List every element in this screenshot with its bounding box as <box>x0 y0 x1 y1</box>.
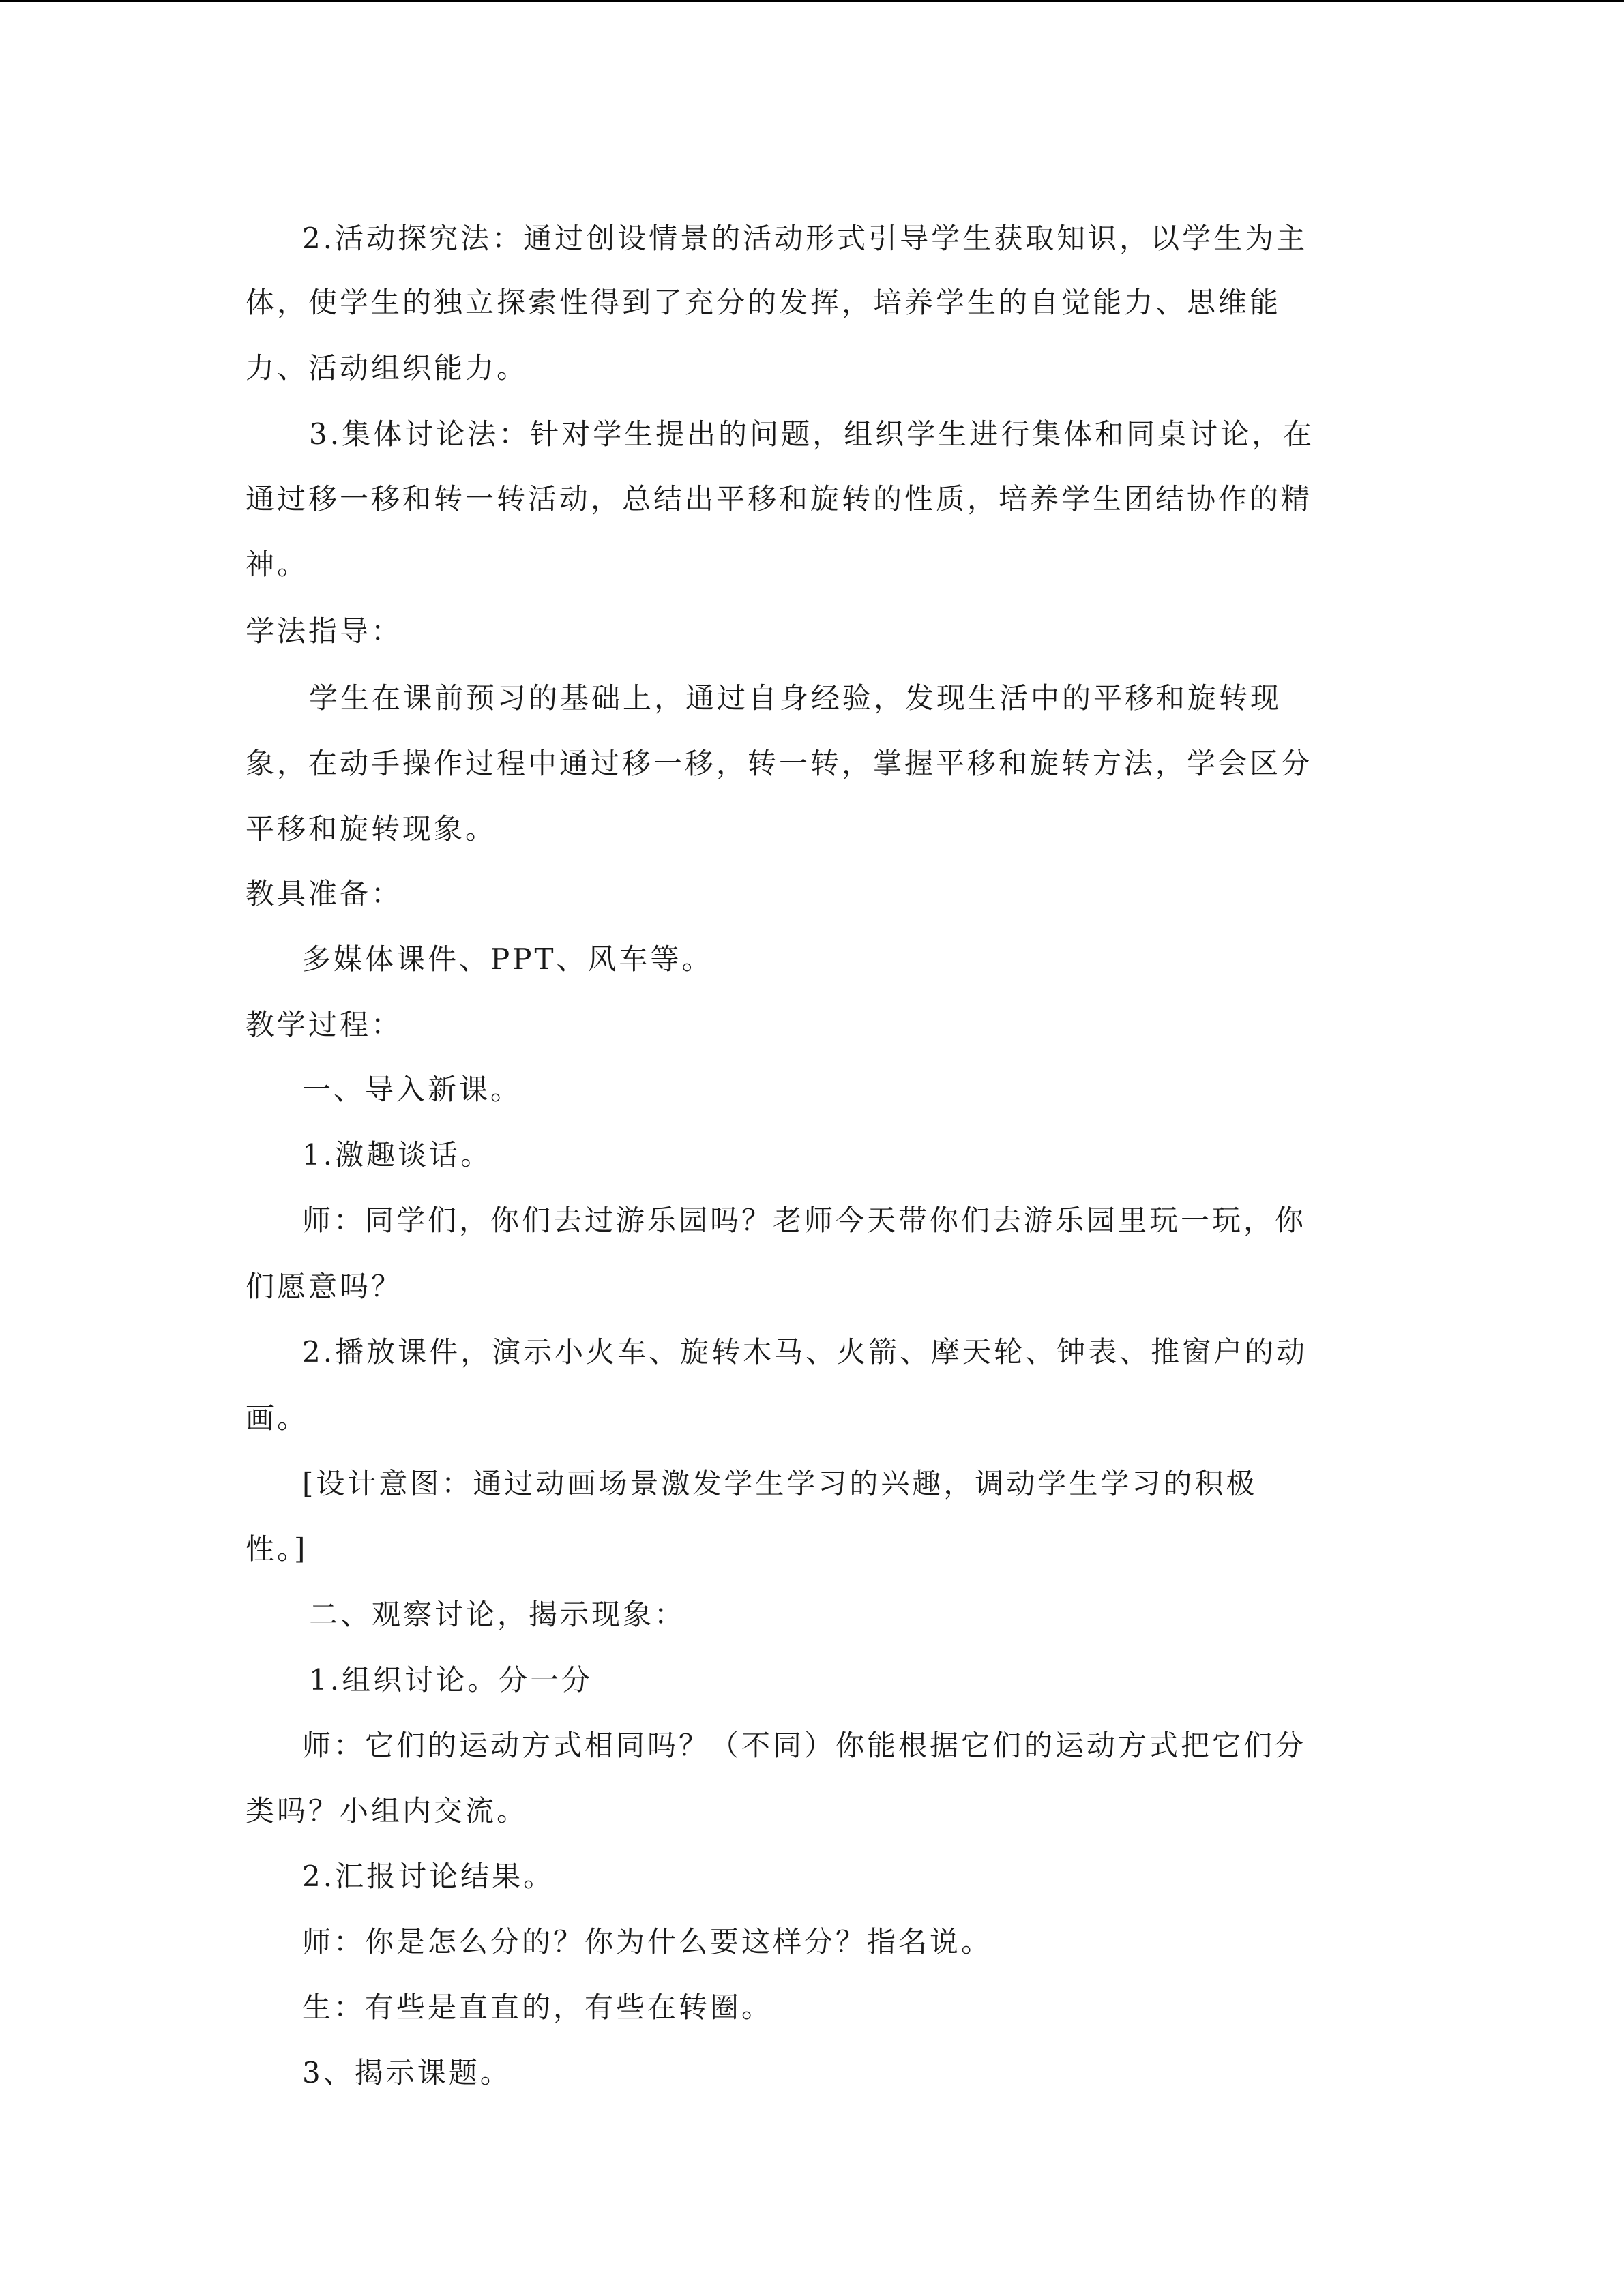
paragraph-method-activity: 2.活动探究法：通过创设情景的活动形式引导学生获取知识，以学生为主 <box>302 222 1308 255</box>
design-intent-note: [设计意图：通过动画场景激发学生学习的兴趣，调动学生学习的积极 <box>302 1467 1258 1500</box>
step-play-courseware: 2.播放课件，演示小火车、旋转木马、火箭、摩天轮、钟表、推窗户的动 <box>302 1335 1308 1369</box>
paragraph-method-discussion-cont: 神。 <box>246 548 309 581</box>
section-observe-discuss: 二、观察讨论，揭示现象： <box>309 1598 686 1631</box>
paragraph-teaching-aids: 多媒体课件、PPT、风车等。 <box>302 942 713 976</box>
paragraph-teacher-talk: 师：同学们，你们去过游乐园吗？老师今天带你们去游乐园里玩一玩，你 <box>302 1204 1307 1237</box>
paragraph-method-discussion: 3.集体讨论法：针对学生提出的问题，组织学生进行集体和同桌讨论，在 <box>309 417 1315 451</box>
paragraph-method-discussion-cont: 通过移一移和转一转活动，总结出平移和旋转的性质，培养学生团结协作的精 <box>246 482 1313 516</box>
heading-study-guidance: 学法指导： <box>246 614 403 648</box>
section-introduction: 一、导入新课。 <box>302 1073 522 1106</box>
paragraph-method-activity-cont: 体，使学生的独立探索性得到了充分的发挥，培养学生的自觉能力、思维能 <box>246 286 1282 319</box>
paragraph-method-activity-cont: 力、活动组织能力。 <box>246 351 529 385</box>
heading-teaching-process: 教学过程： <box>246 1008 403 1041</box>
design-intent-note-cont: 性。] <box>246 1532 308 1566</box>
paragraph-teacher-question: 师：它们的运动方式相同吗？（不同）你能根据它们的运动方式把它们分 <box>302 1729 1307 1762</box>
step-report-results: 2.汇报讨论结果。 <box>302 1860 555 1893</box>
paragraph-teacher-question-cont: 类吗？小组内交流。 <box>246 1794 529 1828</box>
step-interest-talk: 1.激趣谈话。 <box>302 1138 492 1172</box>
step-reveal-topic: 3、揭示课题。 <box>302 2056 512 2089</box>
step-play-courseware-cont: 画。 <box>246 1401 309 1435</box>
paragraph-study-guidance-cont: 象，在动手操作过程中通过移一移，转一转，掌握平移和旋转方法，学会区分 <box>246 747 1313 780</box>
paragraph-student-answer: 生：有些是直直的，有些在转圈。 <box>302 1991 773 2024</box>
paragraph-study-guidance-cont: 平移和旋转现象。 <box>246 812 497 846</box>
paragraph-study-guidance: 学生在课前预习的基础上，通过自身经验，发现生活中的平移和旋转现 <box>309 681 1282 715</box>
heading-teaching-aids: 教具准备： <box>246 877 403 910</box>
paragraph-teacher-talk-cont: 们愿意吗？ <box>246 1270 403 1303</box>
step-organize-discussion: 1.组织讨论。分一分 <box>309 1663 593 1697</box>
top-border-rule <box>0 0 1624 2</box>
paragraph-teacher-ask: 师：你是怎么分的？你为什么要这样分？指名说。 <box>302 1925 993 1958</box>
